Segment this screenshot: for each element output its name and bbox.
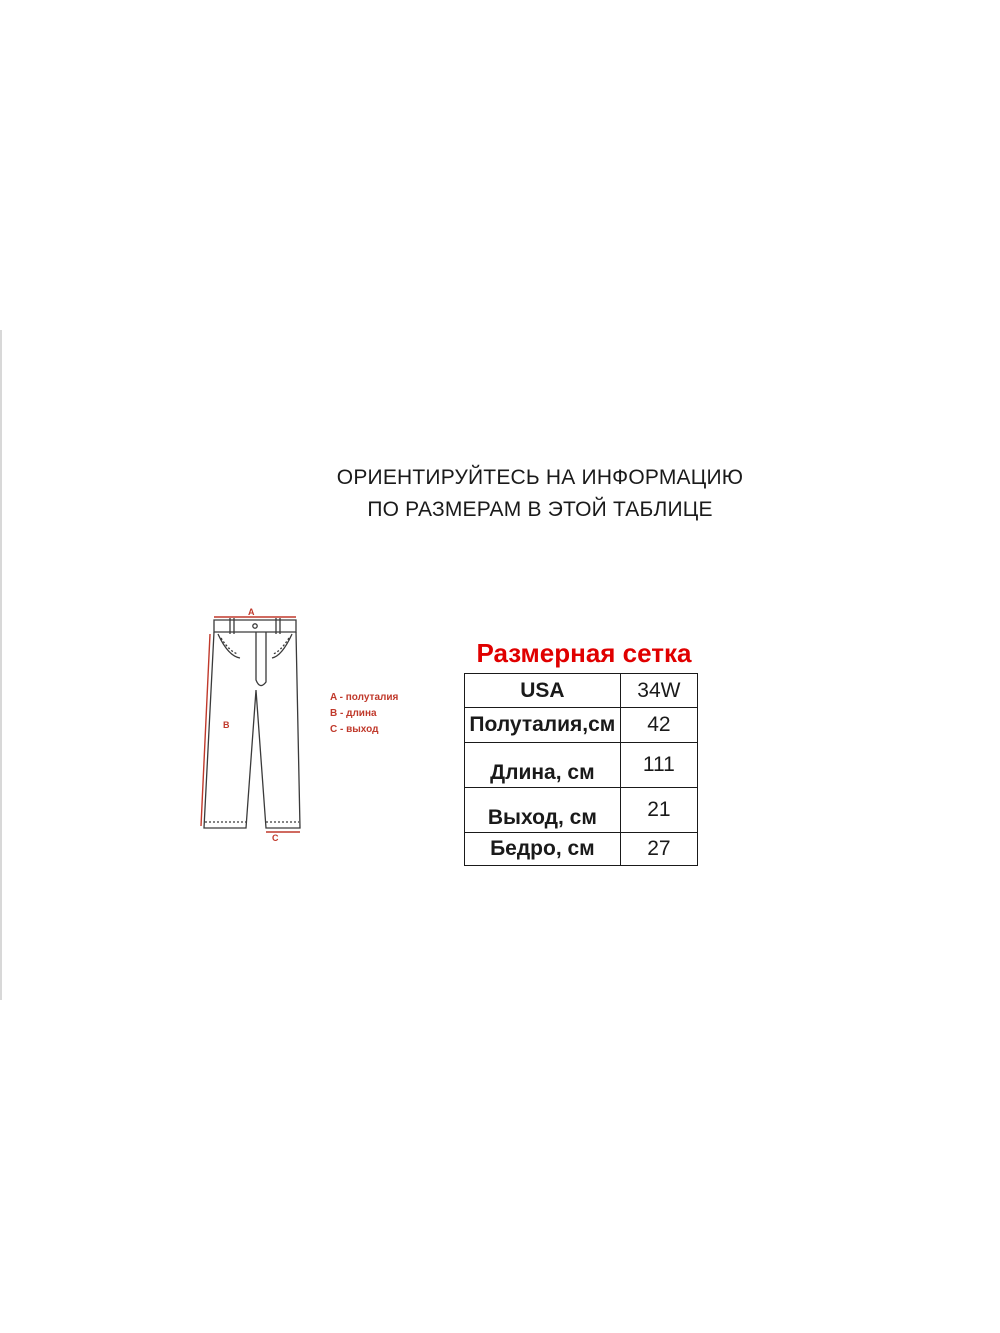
measure-lines: [201, 617, 300, 832]
heading-line-2: ПО РАЗМЕРАМ В ЭТОЙ ТАБЛИЦЕ: [367, 498, 713, 521]
row-label: USA: [465, 674, 621, 708]
row-value: 21: [620, 788, 697, 833]
mark-c: C: [272, 833, 279, 843]
legend-item-b: B - длина: [330, 708, 377, 719]
heading-line-1: ОРИЕНТИРУЙТЕСЬ НА ИНФОРМАЦИЮ: [336, 466, 744, 489]
mark-a: A: [248, 607, 255, 617]
row-value: 34W: [620, 674, 697, 708]
legend-item-a: A - полуталия: [330, 692, 399, 703]
page-edge-line: [0, 330, 2, 1000]
mark-b: B: [223, 720, 230, 730]
size-grid-title: Размерная сетка: [476, 638, 692, 668]
row-label: Длина, см: [465, 743, 621, 788]
row-value: 42: [620, 708, 697, 743]
table-row: [465, 708, 698, 743]
trousers-outline: [204, 618, 300, 828]
size-table: [464, 673, 698, 866]
row-label: Полуталия,см: [465, 708, 621, 743]
legend-item-c: C - выход: [330, 724, 379, 735]
row-label: Бедро, см: [465, 833, 621, 866]
table-row: [465, 674, 698, 708]
instruction-heading: [290, 462, 790, 526]
table-row: [465, 833, 698, 866]
row-value: 111: [620, 743, 697, 788]
diagram-legend: [330, 690, 398, 738]
table-row: [465, 743, 698, 788]
table-row: [465, 788, 698, 833]
row-label: Выход, см: [465, 788, 621, 833]
row-value: 27: [620, 833, 697, 866]
